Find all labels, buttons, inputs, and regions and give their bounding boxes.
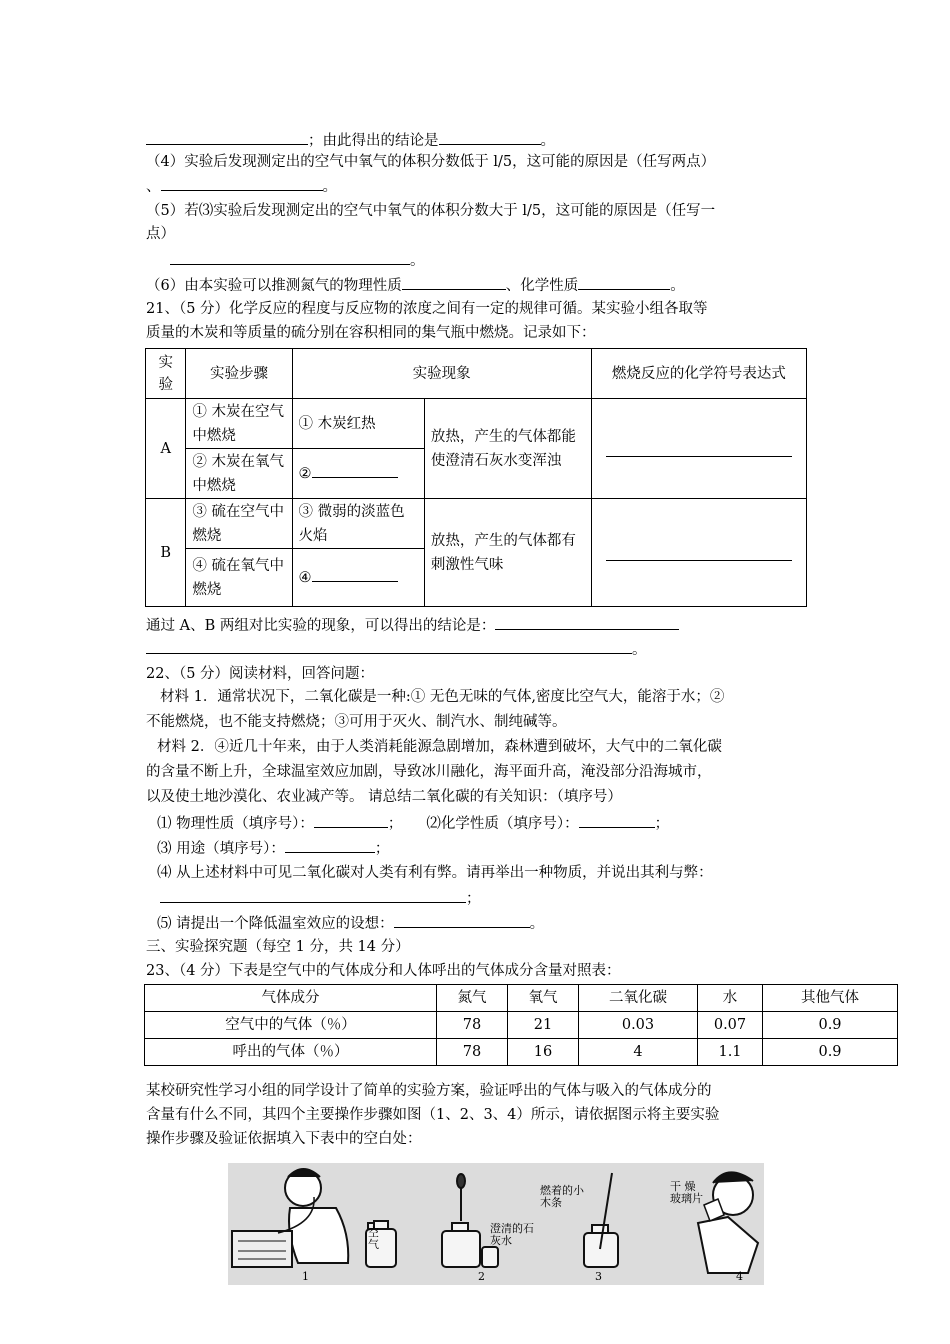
- sub-question-4: ⑷ 从上述材料中可见二氧化碳对人类有利有弊。请再举出一种物质，并说出其利与弊：: [157, 865, 713, 881]
- phenomenon-b-common: 放热，产生的气体都有刺激性气味: [424, 499, 591, 607]
- step-3: ③ 硫在空气中燃烧: [186, 499, 292, 549]
- blank[interactable]: [394, 912, 530, 928]
- figure-number-4: 4: [736, 1270, 743, 1283]
- blank[interactable]: [606, 441, 792, 457]
- phenomenon-a-common: 放热，产生的气体都能使澄清石灰水变浑浊: [424, 399, 591, 499]
- header-steps: 实验步骤: [186, 349, 292, 399]
- blank[interactable]: [314, 812, 388, 828]
- sub-question-1-2: ⑴ 物理性质（填序号）： ； ⑵化学性质（填序号）： ；: [157, 812, 821, 835]
- material-1: 材料 1．通常状况下，二氧化碳是一种:① 无色无味的气体,密度比空气大，能溶于水；②: [160, 689, 725, 705]
- phenomenon-4-cell: ④: [292, 549, 424, 607]
- combustion-table: [145, 348, 807, 607]
- section-3-title: 三、实验探究题（每空 1 分，共 14 分）: [146, 939, 410, 955]
- q3-continued: ；由此得出的结论是 。: [146, 129, 810, 152]
- conclusion-line: 通过 A、B 两组对比实验的现象，可以得出的结论是：: [146, 614, 810, 637]
- phenomenon-2-cell: ②: [292, 449, 424, 499]
- blank[interactable]: [579, 812, 655, 828]
- equation-b-cell: [591, 499, 806, 607]
- table-row: 呼出的气体（％） 78 16 4 1.1 0.9: [145, 1039, 898, 1066]
- q23-text: 23、（4 分）下表是空气中的气体成分和人体呼出的气体成分含量对照表：: [146, 963, 621, 979]
- col-water: 水: [698, 985, 763, 1012]
- experiment-figure: [228, 1163, 764, 1285]
- material-2: 材料 2．④近几十年来，由于人类消耗能源急剧增加，森林遭到破坏，大气中的二氧化碳: [157, 739, 722, 755]
- blank[interactable]: [170, 249, 410, 265]
- figure-2-bottle: [442, 1174, 498, 1267]
- blank[interactable]: [402, 274, 506, 290]
- q4-text: （4）实验后发现测定出的空气中氧气的体积分数低于 l/5，这可能的原因是（任写两点）: [146, 154, 716, 170]
- label-limewater: 澄清的石灰水: [490, 1222, 534, 1247]
- col-other: 其他气体: [763, 985, 898, 1012]
- q21-text: 21、（5 分）化学反应的程度与反应物的浓度之间有一定的规律可循。某实验小组各取等: [146, 301, 708, 317]
- figure-number-2: 2: [478, 1270, 485, 1283]
- q21-text-cont: 质量的木炭和等质量的硫分别在容积相同的集气瓶中燃烧。记录如下：: [146, 325, 596, 341]
- para-2: 含量有什么不同，其四个主要操作步骤如图（1、2、3、4）所示，请依据图示将主要实验: [146, 1107, 720, 1123]
- table-row: 空气中的气体（％） 78 21 0.03 0.07 0.9: [145, 1012, 898, 1039]
- label-air: 空气: [368, 1226, 379, 1251]
- q5-text-cont: 点）: [146, 226, 175, 242]
- step-2: ② 木炭在氧气中燃烧: [186, 449, 292, 499]
- blank[interactable]: [495, 614, 679, 630]
- col-nitrogen: 氮气: [437, 985, 508, 1012]
- blank[interactable]: [439, 129, 541, 145]
- col-oxygen: 氧气: [508, 985, 579, 1012]
- phenomenon-3: ③ 微弱的淡蓝色火焰: [292, 499, 424, 549]
- para-1: 某校研究性学习小组的同学设计了简单的实验方案，验证呼出的气体与吸入的气体成分的: [146, 1083, 712, 1099]
- step-1: ① 木炭在空气中燃烧: [186, 399, 292, 449]
- conclusion-line-2: 。: [146, 638, 810, 661]
- material-2-cont2: 以及使土地沙漠化、农业减产等。 请总结二氧化碳的有关知识：（填序号）: [146, 789, 622, 805]
- q5-answer-line: 。: [146, 249, 810, 272]
- phenomenon-1: ① 木炭红热: [292, 399, 424, 449]
- sub-question-3: ⑶ 用途（填序号）： ；: [157, 837, 821, 860]
- q4-answer-line: 、 。: [146, 175, 810, 198]
- header-phenomena: 实验现象: [292, 349, 591, 399]
- blank[interactable]: [146, 638, 632, 654]
- figure-number-3: 3: [595, 1270, 602, 1283]
- group-a: A: [146, 399, 186, 499]
- blank[interactable]: [578, 274, 670, 290]
- figure-number-1: 1: [302, 1270, 309, 1283]
- header-experiment: 实 验: [146, 349, 186, 399]
- blank[interactable]: [312, 566, 398, 582]
- gas-composition-table: [144, 984, 898, 1066]
- step-4: ④ 硫在氧气中燃烧: [186, 549, 292, 607]
- blank[interactable]: [312, 462, 398, 478]
- q22-text: 22、（5 分）阅读材料，回答问题：: [146, 666, 375, 682]
- header-equation: 燃烧反应的化学符号表达式: [591, 349, 806, 399]
- blank[interactable]: [606, 545, 792, 561]
- q5-text: （5）若⑶实验后发现测定出的空气中氧气的体积分数大于 l/5，这可能的原因是（任写一: [146, 203, 716, 219]
- label-burning-stick: 燃着的小木条: [540, 1184, 584, 1209]
- sub-question-5: ⑸ 请提出一个降低温室效应的设想： 。: [157, 912, 821, 935]
- sub-question-4-answer: ；: [160, 887, 824, 910]
- blank[interactable]: [160, 887, 466, 903]
- blank[interactable]: [161, 175, 323, 191]
- equation-a-cell: [591, 399, 806, 499]
- blank[interactable]: [285, 837, 375, 853]
- figure-1-person-blowing: [232, 1169, 388, 1267]
- para-3: 操作步骤及验证依据填入下表中的空白处：: [146, 1131, 422, 1147]
- figure-3-bottle: [584, 1173, 618, 1267]
- material-1-cont: 不能燃烧，也不能支持燃烧；③可用于灭火、制汽水、制纯碱等。: [146, 714, 567, 730]
- blank[interactable]: [146, 129, 308, 145]
- q6-text: （6）由本实验可以推测氮气的物理性质 、化学性质 。: [146, 274, 810, 297]
- col-gas: 气体成分: [145, 985, 437, 1012]
- material-2-cont: 的含量不断上升，全球温室效应加剧，导致冰川融化，海平面升高，淹没部分沿海城市，: [146, 764, 712, 780]
- label-dry-glass: 干 燥 玻璃片: [670, 1180, 703, 1205]
- col-co2: 二氧化碳: [579, 985, 698, 1012]
- group-b: B: [146, 499, 186, 607]
